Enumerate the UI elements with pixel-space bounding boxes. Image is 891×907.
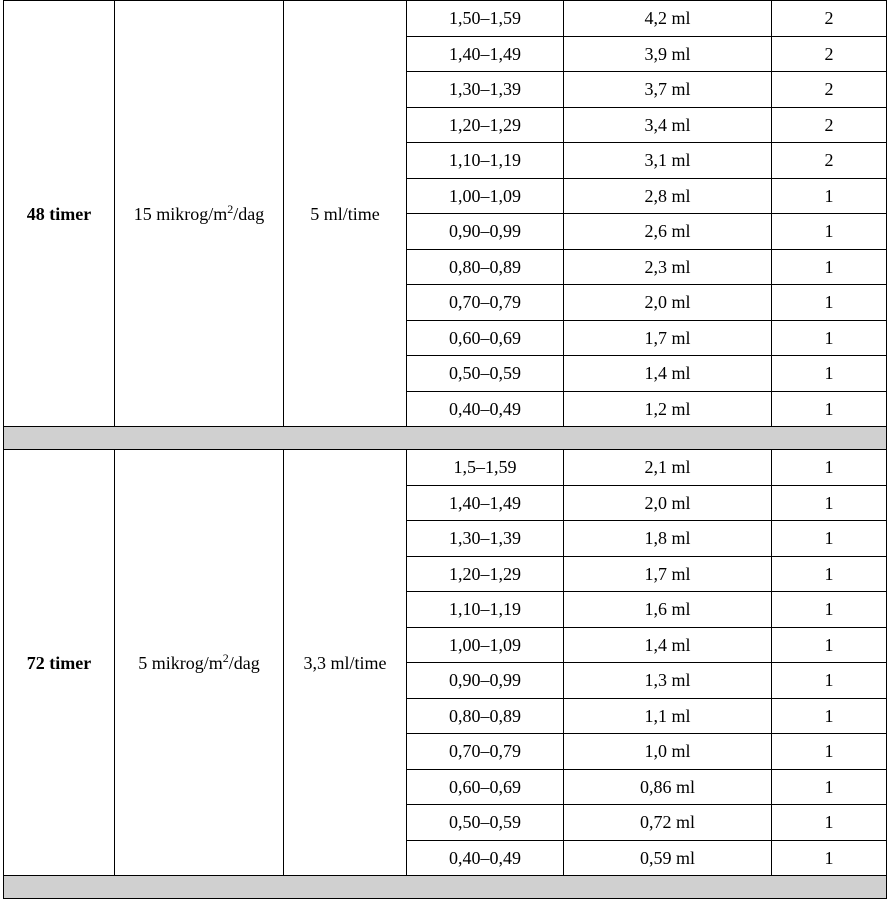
count-cell: 1	[772, 556, 887, 592]
volume-cell: 1,3 ml	[564, 663, 772, 699]
weight-cell: 0,90–0,99	[407, 214, 564, 250]
volume-cell: 3,4 ml	[564, 107, 772, 143]
count-cell: 2	[772, 36, 887, 72]
volume-cell: 1,4 ml	[564, 356, 772, 392]
volume-cell: 3,9 ml	[564, 36, 772, 72]
rate-cell: 3,3 ml/time	[284, 450, 407, 876]
count-cell: 1	[772, 627, 887, 663]
weight-cell: 1,5–1,59	[407, 450, 564, 486]
dose-unit-suffix: /dag	[233, 203, 265, 224]
count-cell: 1	[772, 805, 887, 841]
separator-cell	[4, 427, 887, 450]
volume-cell: 2,1 ml	[564, 450, 772, 486]
count-cell: 1	[772, 521, 887, 557]
separator-cell	[4, 876, 887, 899]
count-cell: 1	[772, 592, 887, 628]
weight-cell: 1,10–1,19	[407, 592, 564, 628]
volume-cell: 1,4 ml	[564, 627, 772, 663]
table-row	[4, 1, 887, 37]
weight-cell: 0,70–0,79	[407, 285, 564, 321]
weight-cell: 0,80–0,89	[407, 249, 564, 285]
weight-cell: 1,20–1,29	[407, 556, 564, 592]
count-cell: 1	[772, 214, 887, 250]
dose-value: 5 mikrog/m	[138, 652, 223, 673]
volume-cell: 1,8 ml	[564, 521, 772, 557]
volume-cell: 3,1 ml	[564, 143, 772, 179]
volume-cell: 2,8 ml	[564, 178, 772, 214]
dose-cell	[115, 1, 284, 427]
dose-unit-suffix: /dag	[228, 652, 260, 673]
volume-cell: 0,72 ml	[564, 805, 772, 841]
count-cell: 1	[772, 769, 887, 805]
separator-row	[4, 427, 887, 450]
volume-cell: 1,2 ml	[564, 391, 772, 427]
weight-cell: 1,50–1,59	[407, 1, 564, 37]
weight-cell: 1,40–1,49	[407, 36, 564, 72]
volume-cell: 1,1 ml	[564, 698, 772, 734]
weight-cell: 1,10–1,19	[407, 143, 564, 179]
count-cell: 2	[772, 143, 887, 179]
count-cell: 1	[772, 485, 887, 521]
count-cell: 1	[772, 285, 887, 321]
weight-cell: 1,40–1,49	[407, 485, 564, 521]
weight-cell: 1,00–1,09	[407, 178, 564, 214]
weight-cell: 1,30–1,39	[407, 521, 564, 557]
count-cell: 1	[772, 391, 887, 427]
weight-cell: 1,00–1,09	[407, 627, 564, 663]
count-cell: 1	[772, 698, 887, 734]
volume-cell: 2,3 ml	[564, 249, 772, 285]
volume-cell: 2,0 ml	[564, 285, 772, 321]
volume-cell: 1,6 ml	[564, 592, 772, 628]
dose-exponent: 2	[222, 650, 229, 665]
dose-value: 15 mikrog/m	[133, 203, 228, 224]
weight-cell: 0,50–0,59	[407, 356, 564, 392]
dosing-table	[3, 0, 887, 899]
count-cell: 1	[772, 663, 887, 699]
weight-cell: 0,60–0,69	[407, 769, 564, 805]
weight-cell: 0,40–0,49	[407, 391, 564, 427]
volume-cell: 2,0 ml	[564, 485, 772, 521]
volume-cell: 1,7 ml	[564, 556, 772, 592]
weight-cell: 0,60–0,69	[407, 320, 564, 356]
weight-cell: 0,40–0,49	[407, 840, 564, 876]
weight-cell: 1,20–1,29	[407, 107, 564, 143]
count-cell: 1	[772, 356, 887, 392]
count-cell: 1	[772, 320, 887, 356]
weight-cell: 0,70–0,79	[407, 734, 564, 770]
count-cell: 1	[772, 840, 887, 876]
volume-cell: 3,7 ml	[564, 72, 772, 108]
volume-cell: 0,86 ml	[564, 769, 772, 805]
volume-cell: 4,2 ml	[564, 1, 772, 37]
duration-cell: 48 timer	[4, 1, 115, 427]
count-cell: 1	[772, 178, 887, 214]
count-cell: 2	[772, 1, 887, 37]
dose-exponent: 2	[227, 201, 234, 216]
table-row	[4, 450, 887, 486]
count-cell: 1	[772, 249, 887, 285]
weight-cell: 0,50–0,59	[407, 805, 564, 841]
separator-row	[4, 876, 887, 899]
count-cell: 2	[772, 72, 887, 108]
dosing-table-body	[4, 1, 887, 899]
volume-cell: 1,0 ml	[564, 734, 772, 770]
duration-cell: 72 timer	[4, 450, 115, 876]
weight-cell: 1,30–1,39	[407, 72, 564, 108]
volume-cell: 2,6 ml	[564, 214, 772, 250]
rate-cell: 5 ml/time	[284, 1, 407, 427]
dose-cell	[115, 450, 284, 876]
weight-cell: 0,80–0,89	[407, 698, 564, 734]
count-cell: 1	[772, 450, 887, 486]
volume-cell: 0,59 ml	[564, 840, 772, 876]
volume-cell: 1,7 ml	[564, 320, 772, 356]
count-cell: 2	[772, 107, 887, 143]
count-cell: 1	[772, 734, 887, 770]
weight-cell: 0,90–0,99	[407, 663, 564, 699]
